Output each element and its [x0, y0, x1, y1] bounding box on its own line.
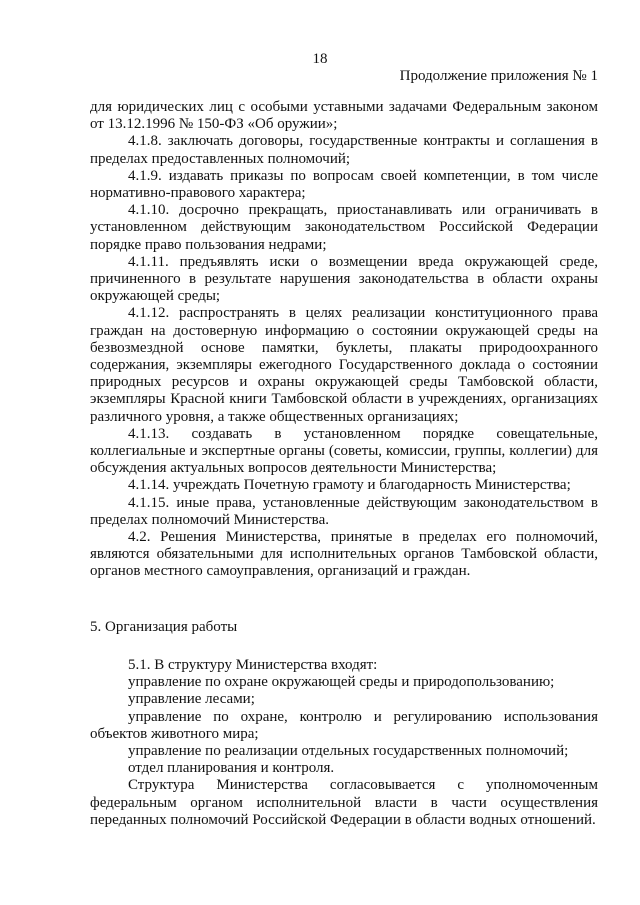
paragraph-4-1-14: 4.1.14. учреждать Почетную грамоту и благодарность Министерства; [128, 477, 571, 494]
section-title: 5. Организация работы [90, 618, 238, 635]
paragraph-4-1-13: 4.1.13. создавать в установленном порядке совещательные, коллегиальные и экспертные органы (советы, комиссии, группы, коллегии) для обсуждения актуальных вопросов деятельности Министерства; [90, 425, 598, 477]
page-number: 18 [312, 51, 328, 67]
structure-item: управление по охране окружающей среды и природопользованию; [128, 674, 555, 691]
paragraph-continuation: для юридических лиц с особыми уставными задачами Федеральным законом от 13.12.1996 № 150-ФЗ «Об оружии»; [90, 99, 598, 133]
paragraph-5-1-intro: 5.1. В структуру Министерства входят: [128, 656, 378, 673]
structure-item: отдел планирования и контроля. [128, 760, 335, 777]
structure-item: управление по реализации отдельных государственных полномочий; [128, 742, 569, 759]
paragraph-4-1-11: 4.1.11. предъявлять иски о возмещении вреда окружающей среде, причиненного в результате нарушения законодательства в области охраны окружающей среды; [90, 253, 598, 305]
paragraph-structure-approval: Структура Министерства согласовывается с уполномоченным федеральным органом исполнительной власти в части осуществления переданных полномочий Российской Федерации в области водных отношений. [90, 777, 598, 828]
paragraph-4-1-9: 4.1.9. издавать приказы по вопросам своей компетенции, в том числе нормативно-правового характера; [90, 167, 598, 202]
paragraph-4-1-10: 4.1.10. досрочно прекращать, приостанавливать или ограничивать в установленном действующим законодательством Российской Федерации порядке право пользования недрами; [90, 202, 598, 253]
document-body [90, 99, 598, 829]
paragraph-4-2: 4.2. Решения Министерства, принятые в пределах его полномочий, являются обязательными для исполнительных органов Тамбовской области, органов местного самоуправления, организаций и граждан. [90, 529, 598, 580]
paragraph-4-1-15: 4.1.15. иные права, установленные действующим законодательством в пределах полномочий Министерства. [90, 494, 598, 528]
structure-item: управление лесами; [128, 691, 255, 708]
appendix-continuation-note: Продолжение приложения № 1 [399, 68, 598, 84]
paragraph-4-1-8: 4.1.8. заключать договоры, государственные контракты и соглашения в пределах предоставленных полномочий; [90, 133, 598, 167]
paragraph-4-1-12: 4.1.12. распространять в целях реализации конституционного права граждан на достоверную информацию о состоянии окружающей среды на безвозмездной основе памятки, буклеты, плакаты природоохранного содержания, экземпляры ежегодного Государственного доклада о состоянии природных ресурсов и охраны окружающей среды Тамбовской области, экземпляры Красной книги Тамбовской области в учреждениях, организациях различного уровня, а также общественных организациях; [90, 305, 598, 425]
structure-item: управление по охране, контролю и регулированию использования объектов животного мира; [90, 708, 598, 742]
